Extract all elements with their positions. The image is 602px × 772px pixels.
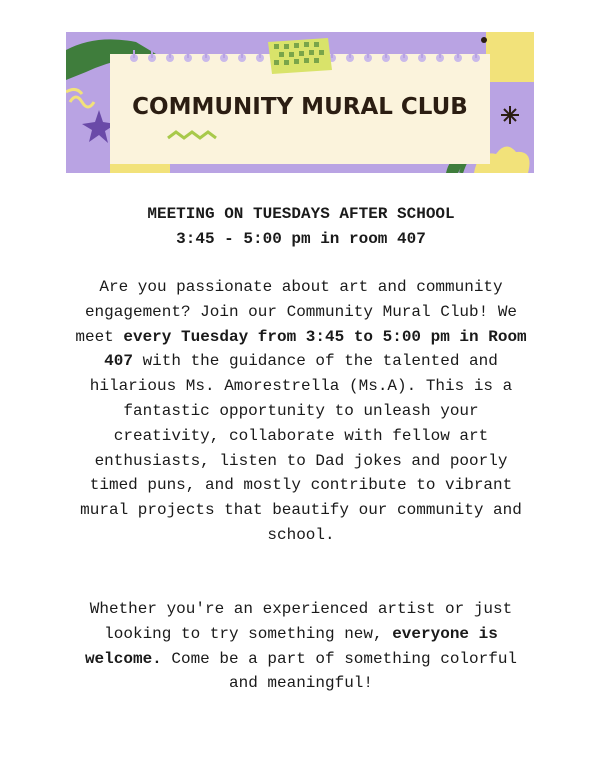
- welcome-paragraph: [66, 597, 536, 696]
- meeting-heading-line2: 3:45 - 5:00 pm in room 407: [176, 230, 426, 248]
- intro-rest-text: with the guidance of the talented and hilarious Ms. Amorestrella (Ms.A). This is a fantastic opportunity to unleash your creativity, collaborate with fellow art enthusiasts, listen to Dad jokes and poorly timed puns, and mostly contribute to vibrant mural projects that beautify our community and school.: [80, 352, 522, 544]
- banner-image: [66, 32, 534, 173]
- welcome-emphasis: everyone is welcome.: [84, 624, 498, 668]
- banner-title: COMMUNITY MURAL CLUB: [132, 94, 468, 120]
- meeting-time-emphasis: every Tuesday from 3:45 to 5:00 pm in Room 407: [104, 327, 527, 371]
- meeting-heading: [0, 202, 602, 252]
- meeting-heading-line1: MEETING ON TUESDAYS AFTER SCHOOL: [147, 205, 455, 223]
- intro-paragraph: [66, 275, 536, 548]
- yellow-patch-right: [486, 32, 534, 82]
- welcome-text: Whether you're an experienced artist or just looking to try something new,: [89, 600, 513, 643]
- intro-text: Are you passionate about art and community engagement? Join our Community Mural Club! We meet: [75, 278, 518, 346]
- welcome-rest-text: Come be a part of something colorful and meaningful!: [161, 649, 518, 693]
